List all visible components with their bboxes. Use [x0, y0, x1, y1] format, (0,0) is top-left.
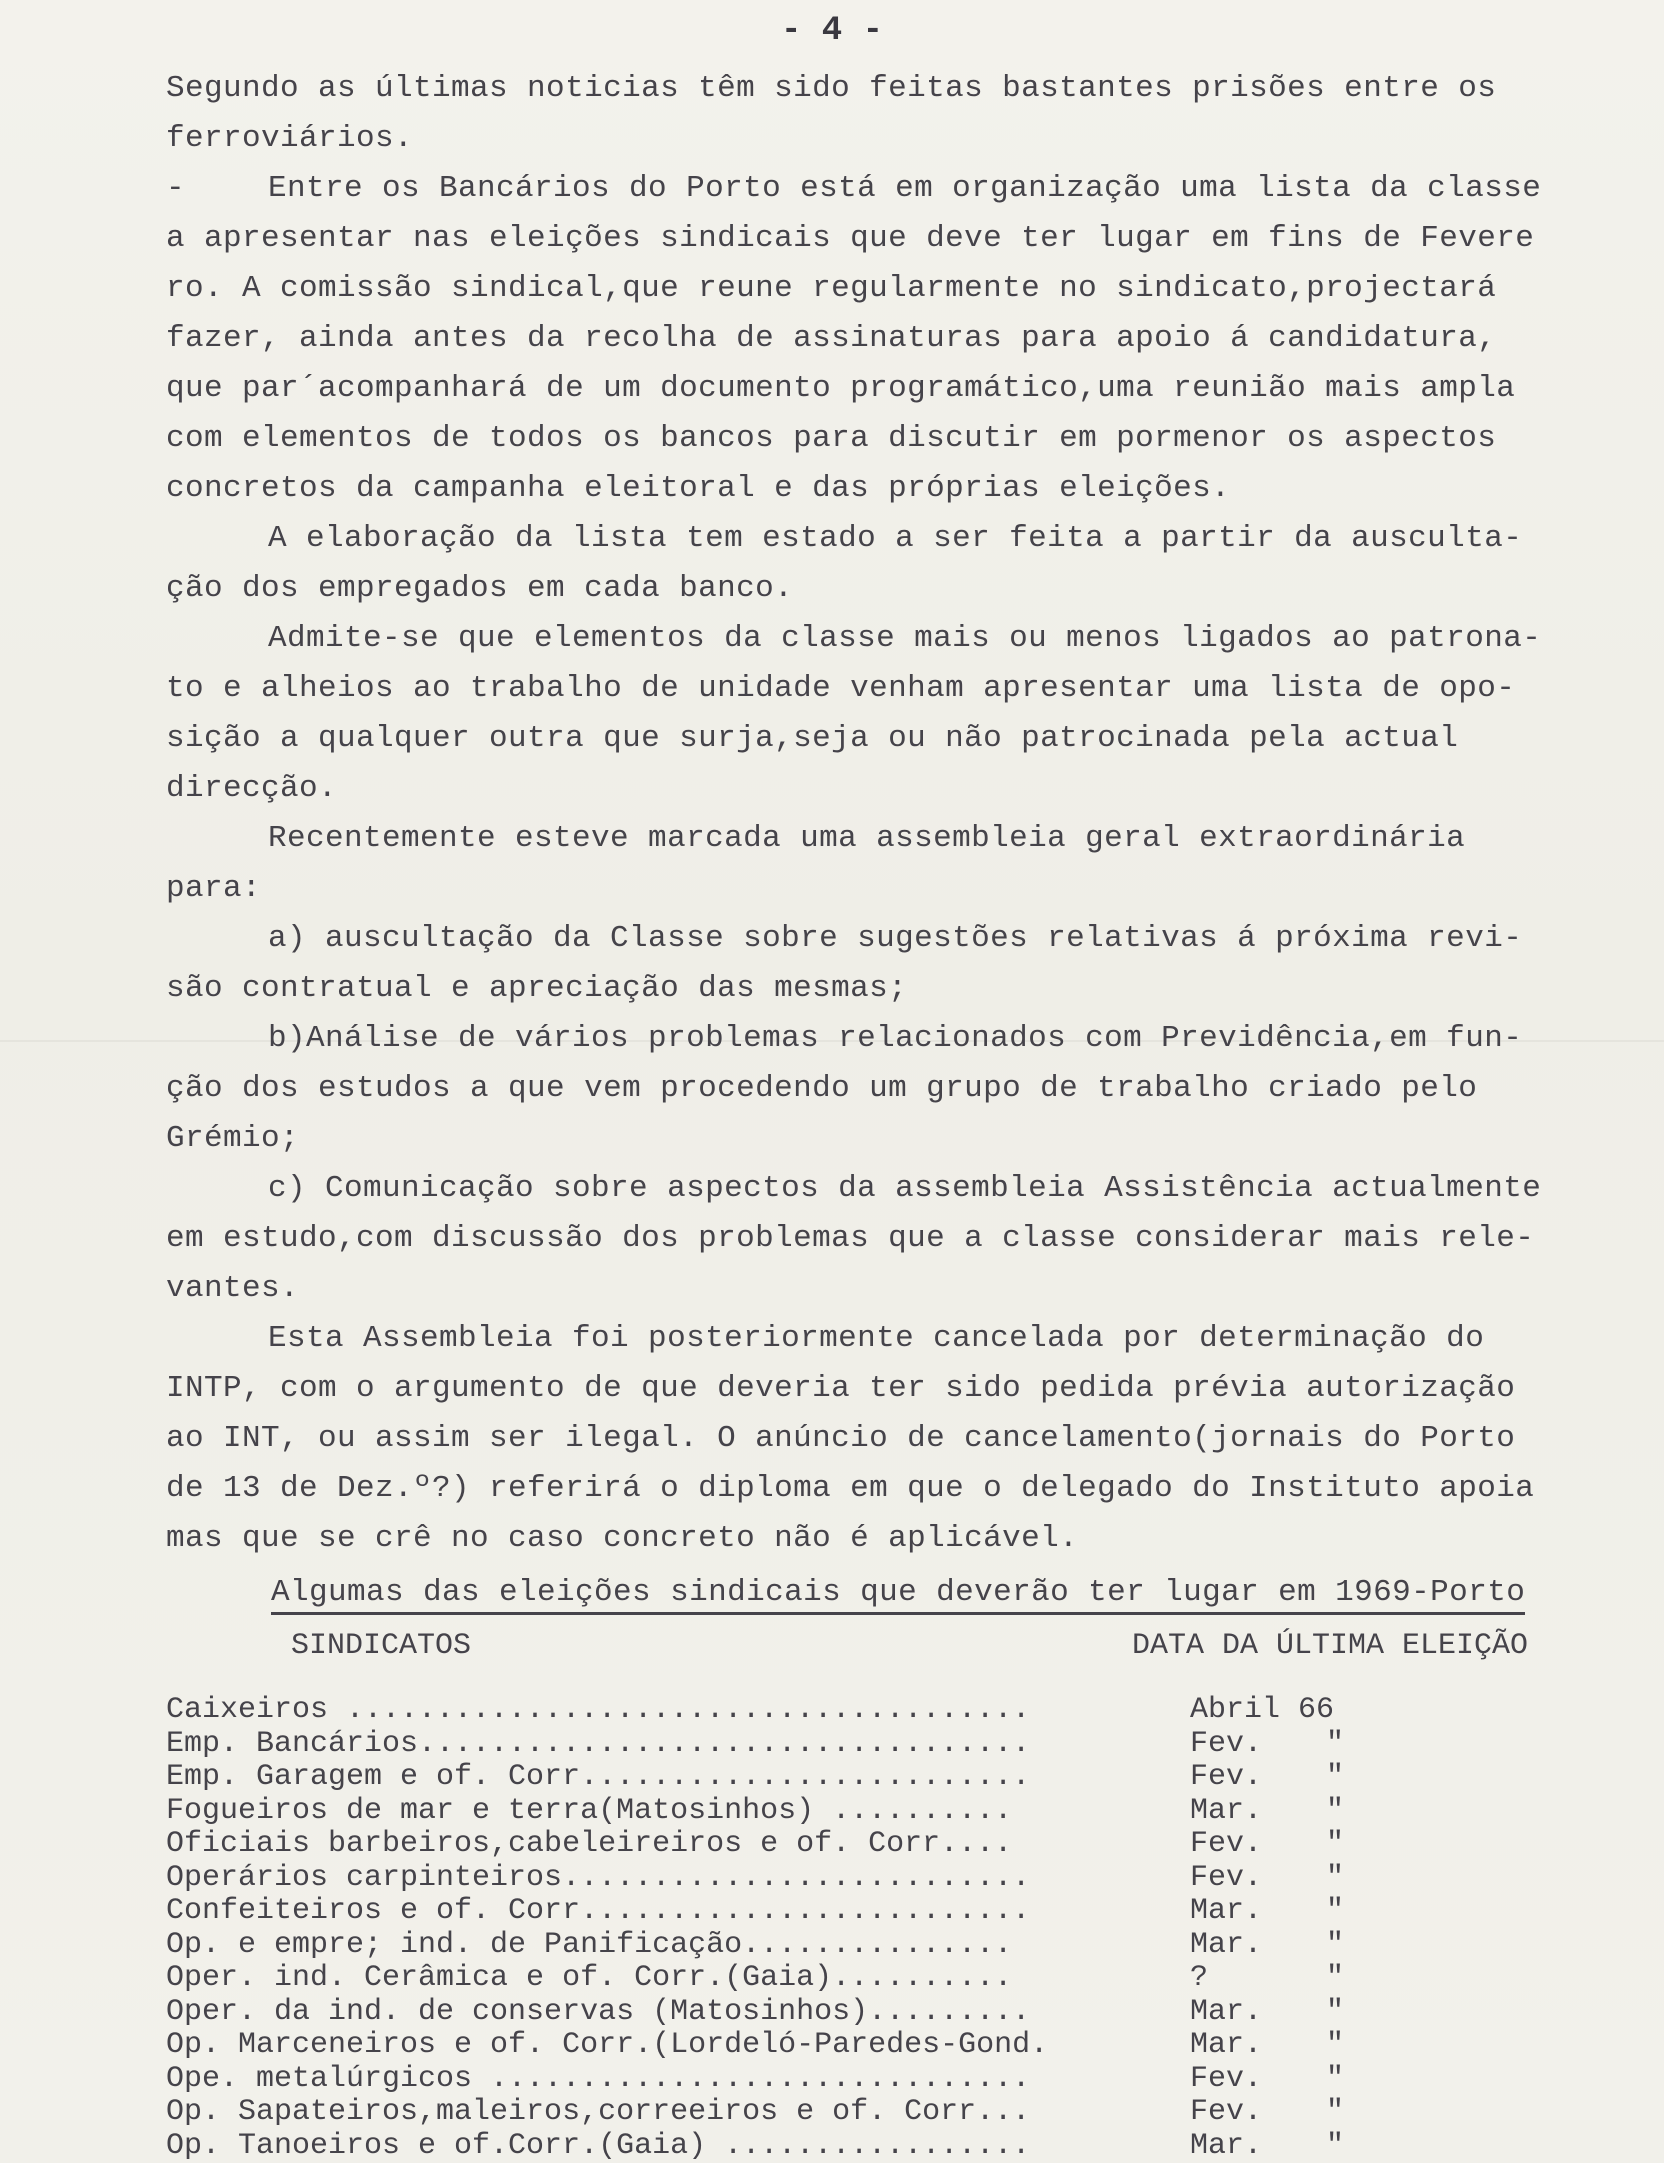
text-line: INTP, com o argumento de que deveria ter sido pedida prévia autorização: [166, 1364, 1636, 1414]
text-span: Entre os Bancários do Porto está em organização uma lista da classe: [268, 171, 1541, 206]
row-sindicato: Op. e empre; ind. de Panificação...............: [166, 1929, 1126, 1963]
row-date: Fev.: [1190, 1828, 1262, 1862]
text-line: to e alheios ao trabalho de unidade venham apresentar uma lista de opo-: [166, 664, 1636, 714]
table-row: [166, 1962, 1636, 1996]
row-sindicato: Emp. Bancários..................................: [166, 1728, 1126, 1762]
row-date: Mar.: [1190, 2130, 1262, 2163]
text-line: ao INT, ou assim ser ilegal. O anúncio de cancelamento(jornais do Porto: [166, 1414, 1636, 1464]
row-date: Mar.: [1190, 2029, 1262, 2063]
table-row: [166, 1929, 1636, 1963]
row-ditto-mark: ": [1326, 1929, 1344, 1963]
table-row: [166, 1862, 1636, 1896]
row-sindicato: Oper. ind. Cerâmica e of. Corr.(Gaia)..........: [166, 1962, 1126, 1996]
text-line: Segundo as últimas noticias têm sido feitas bastantes prisões entre os: [166, 64, 1636, 114]
row-date: Mar.: [1190, 1996, 1262, 2030]
text-line: para:: [166, 864, 1636, 914]
text-line: c) Comunicação sobre aspectos da assembleia Assistência actualmente: [166, 1164, 1636, 1214]
row-sindicato: Caixeiros ......................................: [166, 1694, 1126, 1728]
table-body: [166, 1694, 1636, 2163]
row-date: Fev.: [1190, 2063, 1262, 2097]
text-line: com elementos de todos os bancos para discutir em pormenor os aspectos: [166, 414, 1636, 464]
text-line: vantes.: [166, 1264, 1636, 1314]
text-line: concretos da campanha eleitoral e das próprias eleições.: [166, 464, 1636, 514]
table-row: [166, 2130, 1636, 2163]
row-ditto-mark: ": [1326, 2063, 1344, 2097]
row-ditto-mark: ": [1326, 1895, 1344, 1929]
text-line: que par´acompanhará de um documento programático,uma reunião mais ampla: [166, 364, 1636, 414]
text-line: fazer, ainda antes da recolha de assinaturas para apoio á candidatura,: [166, 314, 1636, 364]
row-sindicato: Emp. Garagem e of. Corr.........................: [166, 1761, 1126, 1795]
row-sindicato: Op. Sapateiros,maleiros,correeiros e of. Corr...: [166, 2096, 1126, 2130]
row-date: Fev.: [1190, 1728, 1262, 1762]
column-header-data: DATA DA ÚLTIMA ELEIÇÃO: [1132, 1618, 1528, 1674]
list-dash: -: [166, 164, 268, 214]
row-date: Mar.: [1190, 1929, 1262, 1963]
row-date: Fev.: [1190, 1761, 1262, 1795]
table-row: [166, 1895, 1636, 1929]
text-line: mas que se crê no caso concreto não é aplicável.: [166, 1514, 1636, 1564]
text-line: Esta Assembleia foi posteriormente cancelada por determinação do: [166, 1314, 1636, 1364]
row-ditto-mark: ": [1326, 1862, 1344, 1896]
text-line: Admite-se que elementos da classe mais ou menos ligados ao patrona-: [166, 614, 1636, 664]
text-line: [166, 164, 1636, 214]
text-line: a) auscultação da Classe sobre sugestões relativas á próxima revi-: [166, 914, 1636, 964]
table-row: [166, 1996, 1636, 2030]
table-row: [166, 1761, 1636, 1795]
row-ditto-mark: ": [1326, 1962, 1344, 1996]
text-line: em estudo,com discussão dos problemas que a classe considerar mais rele-: [166, 1214, 1636, 1264]
row-ditto-mark: ": [1326, 2130, 1344, 2163]
text-line: Grémio;: [166, 1114, 1636, 1164]
row-sindicato: Oper. da ind. de conservas (Matosinhos).........: [166, 1996, 1126, 2030]
text-line: direcção.: [166, 764, 1636, 814]
row-sindicato: Fogueiros de mar e terra(Matosinhos) ..........: [166, 1795, 1126, 1829]
table-row: [166, 2029, 1636, 2063]
row-ditto-mark: ": [1326, 2029, 1344, 2063]
table-heading: [166, 1568, 1636, 1618]
row-sindicato: Ope. metalúrgicos ..............................: [166, 2063, 1126, 2097]
table-row: [166, 1795, 1636, 1829]
row-sindicato: Oficiais barbeiros,cabeleireiros e of. Corr....: [166, 1828, 1126, 1862]
row-sindicato: Op. Marceneiros e of. Corr.(Lordeló-Paredes-Gond.: [166, 2029, 1126, 2063]
row-date: Fev.: [1190, 2096, 1262, 2130]
text-line: a apresentar nas eleições sindicais que deve ter lugar em fins de Fevere: [166, 214, 1636, 264]
table-row: [166, 2096, 1636, 2130]
row-sindicato: Operários carpinteiros..........................: [166, 1862, 1126, 1896]
table-heading-text: Algumas das eleições sindicais que deverão ter lugar em 1969-Porto: [271, 1575, 1525, 1615]
text-line: ção dos empregados em cada banco.: [166, 564, 1636, 614]
text-line: b)Análise de vários problemas relacionados com Previdência,em fun-: [166, 1014, 1636, 1064]
row-sindicato: Confeiteiros e of. Corr.........................: [166, 1895, 1126, 1929]
text-line: Recentemente esteve marcada uma assembleia geral extraordinária: [166, 814, 1636, 864]
text-line: ção dos estudos a que vem procedendo um grupo de trabalho criado pelo: [166, 1064, 1636, 1114]
text-line: de 13 de Dez.º?) referirá o diploma em que o delegado do Instituto apoia: [166, 1464, 1636, 1514]
table-row: [166, 1728, 1636, 1762]
text-line: ferroviários.: [166, 114, 1636, 164]
document-body: [166, 64, 1636, 2163]
row-date: Mar.: [1190, 1895, 1262, 1929]
text-line: são contratual e apreciação das mesmas;: [166, 964, 1636, 1014]
table-row: [166, 1828, 1636, 1862]
row-ditto-mark: ": [1326, 1828, 1344, 1862]
table-header: [166, 1618, 1636, 1674]
row-ditto-mark: ": [1326, 1996, 1344, 2030]
text-line: sição a qualquer outra que surja,seja ou não patrocinada pela actual: [166, 714, 1636, 764]
row-ditto-mark: ": [1326, 1728, 1344, 1762]
page-number: - 4 -: [0, 12, 1664, 50]
row-date: Fev.: [1190, 1862, 1262, 1896]
row-sindicato: Op. Tanoeiros e of.Corr.(Gaia) .................: [166, 2130, 1126, 2163]
table-row: [166, 2063, 1636, 2097]
text-line: A elaboração da lista tem estado a ser feita a partir da ausculta-: [166, 514, 1636, 564]
row-date: ?: [1190, 1962, 1208, 1996]
row-ditto-mark: ": [1326, 2096, 1344, 2130]
column-header-sindicatos: SINDICATOS: [291, 1618, 471, 1674]
row-date: Mar.: [1190, 1795, 1262, 1829]
row-ditto-mark: ": [1326, 1761, 1344, 1795]
text-line: ro. A comissão sindical,que reune regularmente no sindicato,projectará: [166, 264, 1636, 314]
table-row: [166, 1694, 1636, 1728]
row-ditto-mark: ": [1326, 1795, 1344, 1829]
row-date: Abril 66: [1190, 1694, 1334, 1728]
